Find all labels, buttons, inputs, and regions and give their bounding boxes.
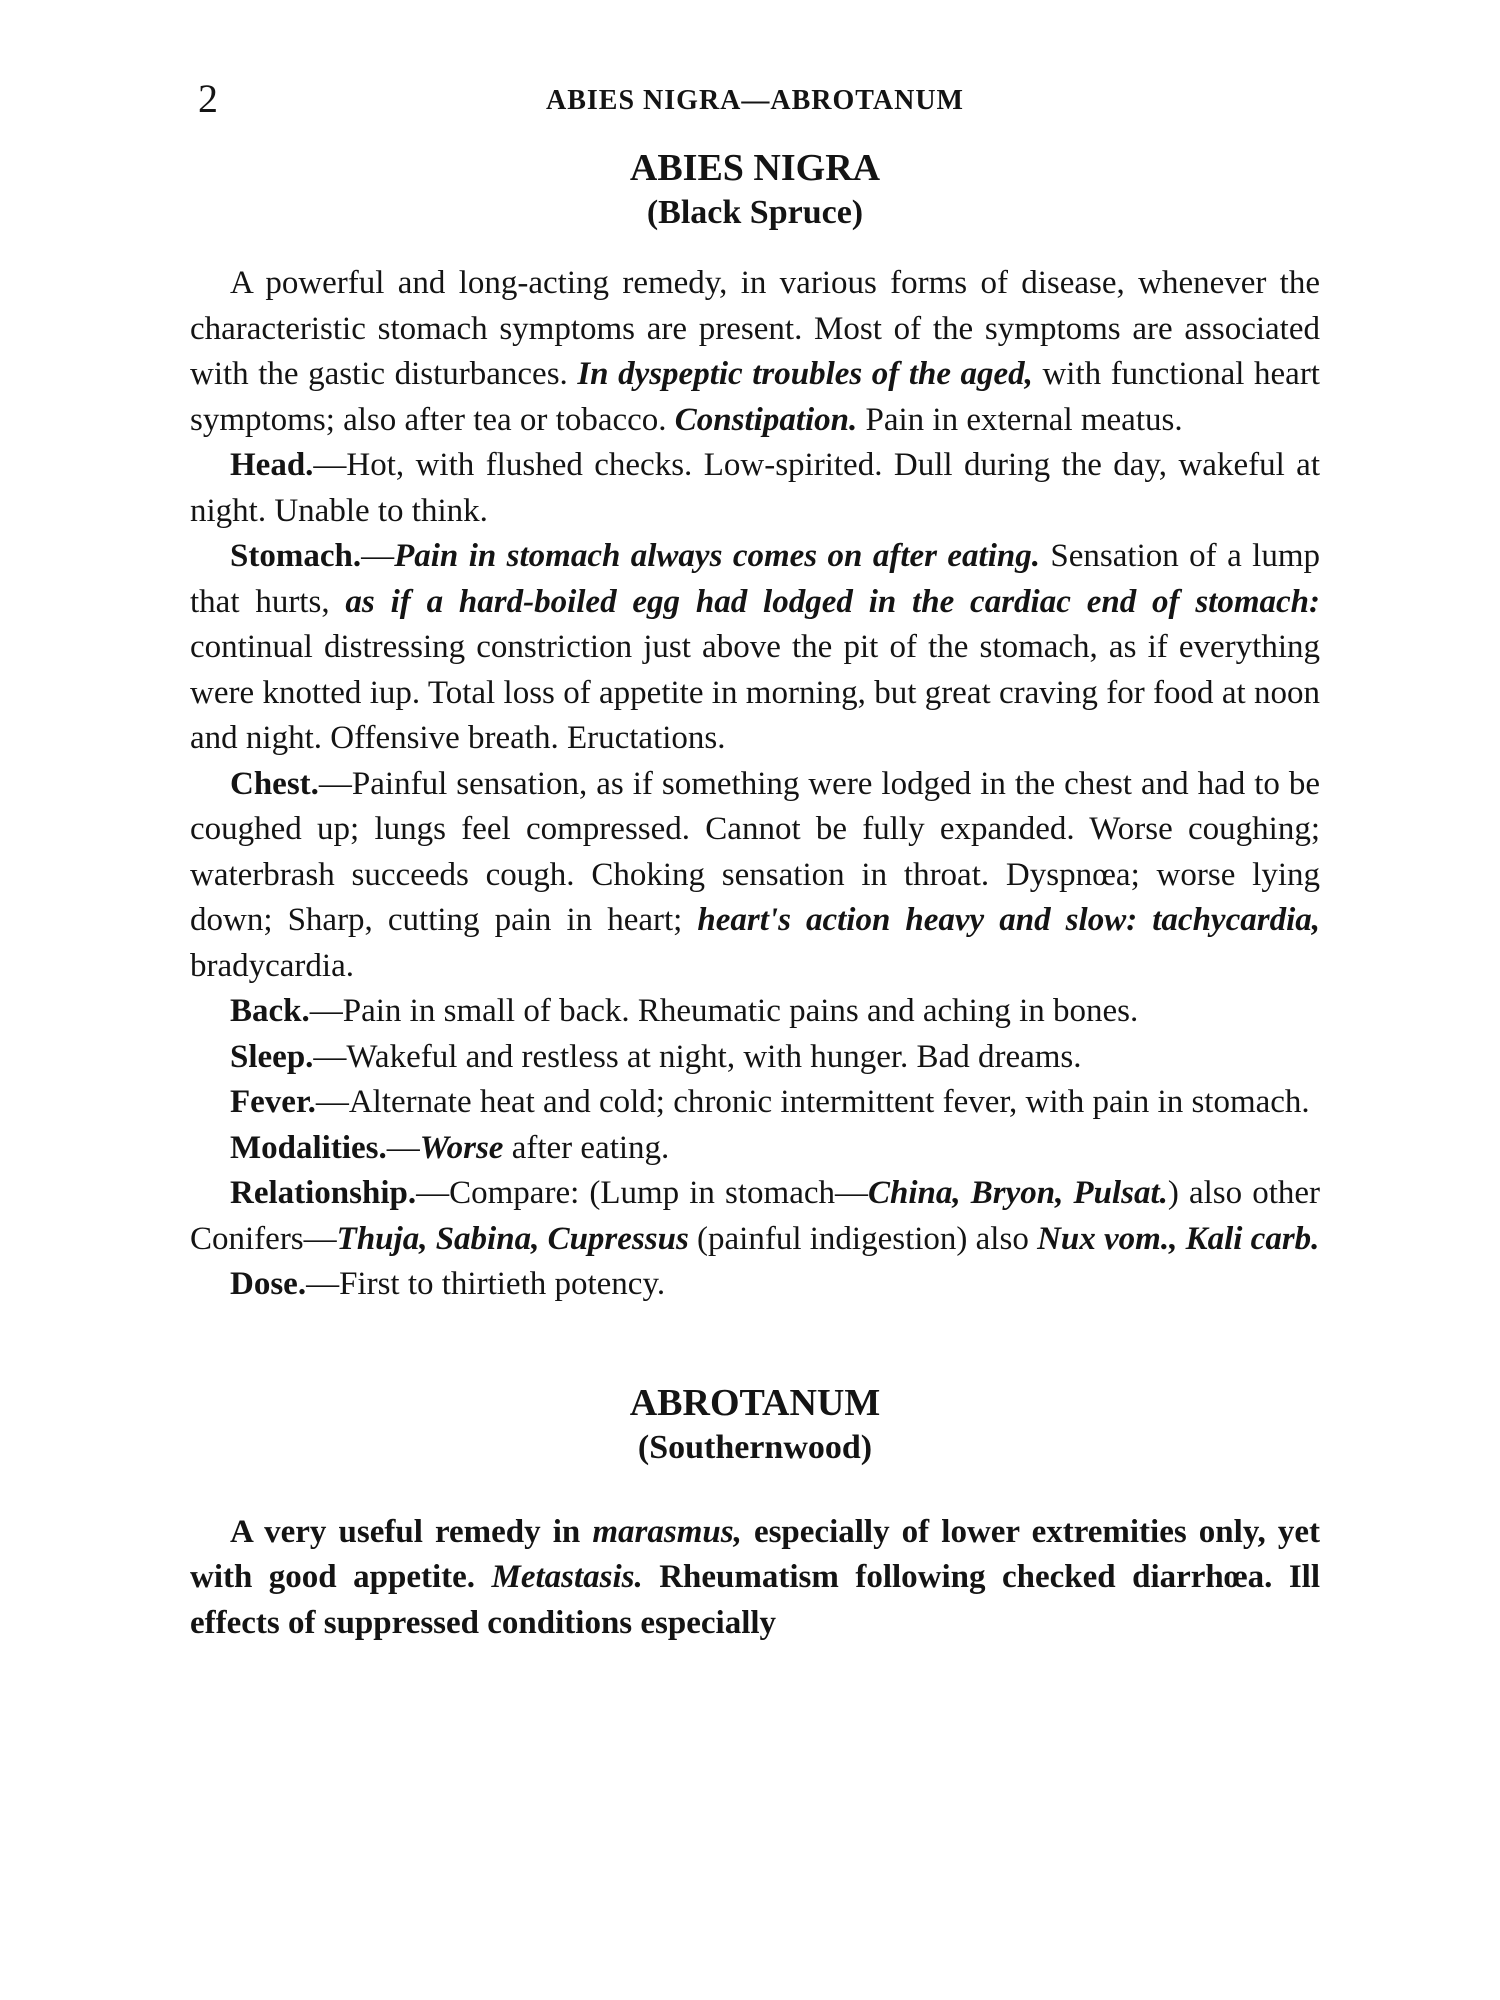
abrotanum-section (190, 1380, 1320, 1647)
abies-back: Back.—Pain in small of back. Rheumatic pains and aching in bones. (230, 993, 1139, 1029)
page-number: 2 (198, 76, 218, 121)
running-header (190, 75, 1320, 121)
abies-title: ABIES NIGRA (629, 147, 881, 189)
abrotanum-title: ABROTANUM (629, 1381, 881, 1424)
running-title: ABIES NIGRA—ABROTANUM (546, 85, 964, 116)
abies-chest: Chest.—Painful sensation, as if something were lodged in the chest and had to be coughed up; lungs feel compressed. Cannot be fully expanded. Worse coughing; waterbrash succeeds cough. Choking sensation in throat. Dyspnœa; worse lying down; Sharp, cutting pain in heart; heart's action heavy and slow: tachycardia, bradycardia. (190, 765, 1320, 984)
abies-modalities: Modalities.—Worse after eating. (230, 1129, 670, 1166)
abies-head: Head.—Hot, with flushed checks. Low-spirited. Dull during the day, wakeful at night. Unable to think. (190, 447, 1320, 529)
abrotanum-intro: A very useful remedy in marasmus, especially of lower extremities only, yet with good appetite. Metastasis. Rheumatism following checked diarrhœa. Ill effects of suppressed conditions especially (190, 1513, 1320, 1641)
abies-fever: Fever.—Alternate heat and cold; chronic intermittent fever, with pain in stomach. (230, 1084, 1310, 1120)
abies-relationship: Relationship.—Compare: (Lump in stomach—China, Bryon, Pulsat.) also other Conifers—Thuja, Sabina, Cupressus (painful indigestion) also Nux vom., Kali carb. (190, 1175, 1321, 1257)
abies-nigra-section (190, 145, 1320, 1308)
book-page (190, 75, 1320, 1646)
abies-dose: Dose.—First to thirtieth potency. (230, 1266, 666, 1302)
abies-stomach: Stomach.—Pain in stomach always comes on after eating. Sensation of a lump that hurts, as if a hard-boiled egg had lodged in the cardiac end of stomach: continual distressing constriction just above the pit of the stomach, as if everything were knotted iup. Total loss of appetite in morning, but great craving for food at noon and night. Offensive breath. Eructations. (190, 538, 1321, 756)
abies-sleep: Sleep.—Wakeful and restless at night, with hunger. Bad dreams. (230, 1038, 1082, 1075)
abrotanum-subtitle: (Southernwood) (637, 1428, 873, 1466)
abies-subtitle: (Black Spruce) (646, 194, 864, 231)
abies-intro: A powerful and long-acting remedy, in various forms of disease, whenever the characteristic stomach symptoms are present. Most of the symptoms are associated with the gastic disturbances. In dyspeptic troubles of the aged, with functional heart symptoms; also after tea or tobacco. Constipation. Pain in external meatus. (190, 265, 1320, 438)
